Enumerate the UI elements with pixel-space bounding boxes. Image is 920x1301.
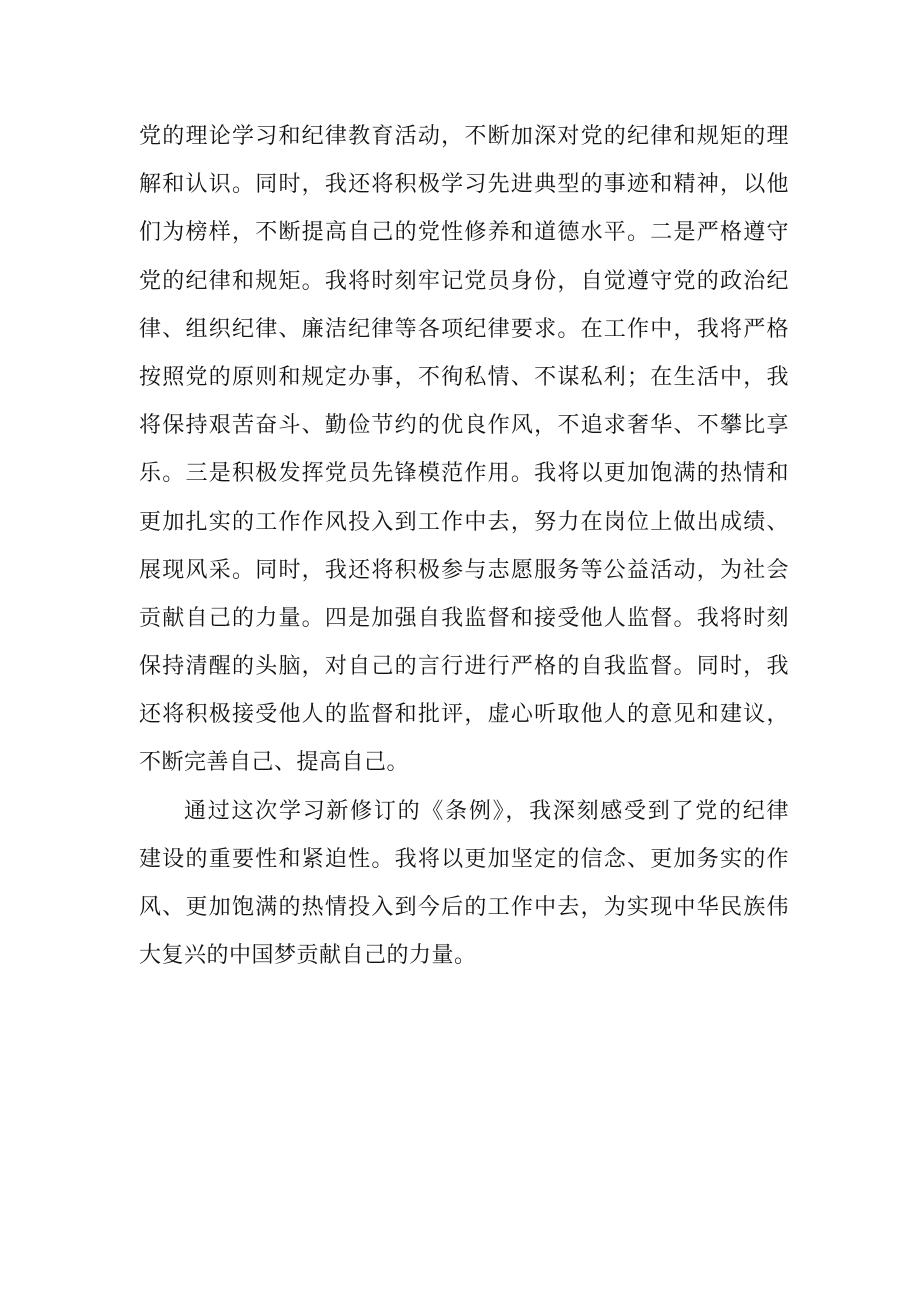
text-line: 展现风采。同时，我还将积极参与志愿服务等公益活动，为社会 — [139, 557, 789, 583]
text-line: 党的纪律和规矩。我将时刻牢记党员身份，自觉遵守党的政治纪 — [139, 268, 789, 294]
text-line: 更加扎实的工作作风投入到工作中去，努力在岗位上做出成绩、 — [139, 509, 789, 535]
document-body — [139, 113, 789, 980]
text-line: 通过这次学习新修订的《条例》，我深刻感受到了党的纪律 — [184, 798, 789, 824]
paragraph-continued — [139, 113, 789, 788]
text-line: 党的理论学习和纪律教育活动，不断加深对党的纪律和规矩的理 — [139, 124, 789, 149]
text-line: 风、更加饱满的热情投入到今后的工作中去，为实现中华民族伟 — [139, 895, 789, 920]
text-line: 乐。三是积极发挥党员先锋模范作用。我将以更加饱满的热情和 — [139, 461, 789, 487]
text-line: 解和认识。同时，我还将积极学习先进典型的事迹和精神，以他 — [139, 172, 789, 198]
paragraph-conclusion — [139, 788, 789, 981]
text-line: 们为榜样，不断提高自己的党性修养和道德水平。二是严格遵守 — [139, 220, 789, 246]
text-line: 保持清醒的头脑，对自己的言行进行严格的自我监督。同时，我 — [139, 654, 789, 680]
text-line: 不断完善自己、提高自己。 — [139, 750, 410, 776]
text-line: 建设的重要性和紧迫性。我将以更加坚定的信念、更加务实的作 — [139, 846, 789, 872]
text-line: 按照党的原则和规定办事，不徇私情、不谋私利；在生活中，我 — [139, 364, 789, 390]
text-line: 还将积极接受他人的监督和批评，虚心听取他人的意见和建议， — [139, 702, 789, 728]
text-line: 律、组织纪律、廉洁纪律等各项纪律要求。在工作中，我将严格 — [139, 316, 789, 342]
text-line: 贡献自己的力量。四是加强自我监督和接受他人监督。我将时刻 — [139, 605, 789, 631]
text-line: 将保持艰苦奋斗、勤俭节约的优良作风，不追求奢华、不攀比享 — [139, 413, 789, 439]
text-line: 大复兴的中国梦贡献自己的力量。 — [139, 943, 477, 969]
